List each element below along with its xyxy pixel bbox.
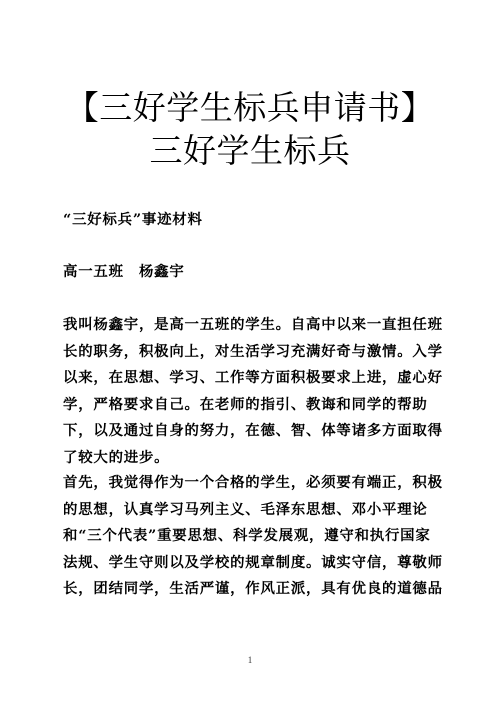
author-line: 高一五班 杨鑫宇 [63,263,185,280]
document-subtitle: “三好标兵”事迹材料 [63,211,203,228]
page-number: 1 [247,655,253,665]
body-paragraph-1: 我叫杨鑫宇，是高一五班的学生。自高中以来一直担任班长的职务，积极向上，对生活学习充满好奇与激情。入学以来，在思想、学习、工作等方面积极要求上进，虚心好学，严格要求自己。在老师的指引、教诲和同学的帮助下，以及通过自身的努力，在德、智、体等诸多方面取得了较大的进步。 [63,316,443,466]
document-title-line-1: 【三好学生标兵申请书】 [65,88,435,127]
body-paragraph-2: 首先，我觉得作为一个合格的学生，必须要有端正，积极的思想，认真学习马列主义、毛泽东思想、邓小平理论和“三个代表”重要思想、科学发展观，遵守和执行国家法规、学生守则以及学校的规章制度。诚实守信，尊敬师长，团结同学，生活严谨，作风正派，具有优良的道德品 [63,474,443,597]
document-title-line-2: 三好学生标兵 [149,131,351,170]
